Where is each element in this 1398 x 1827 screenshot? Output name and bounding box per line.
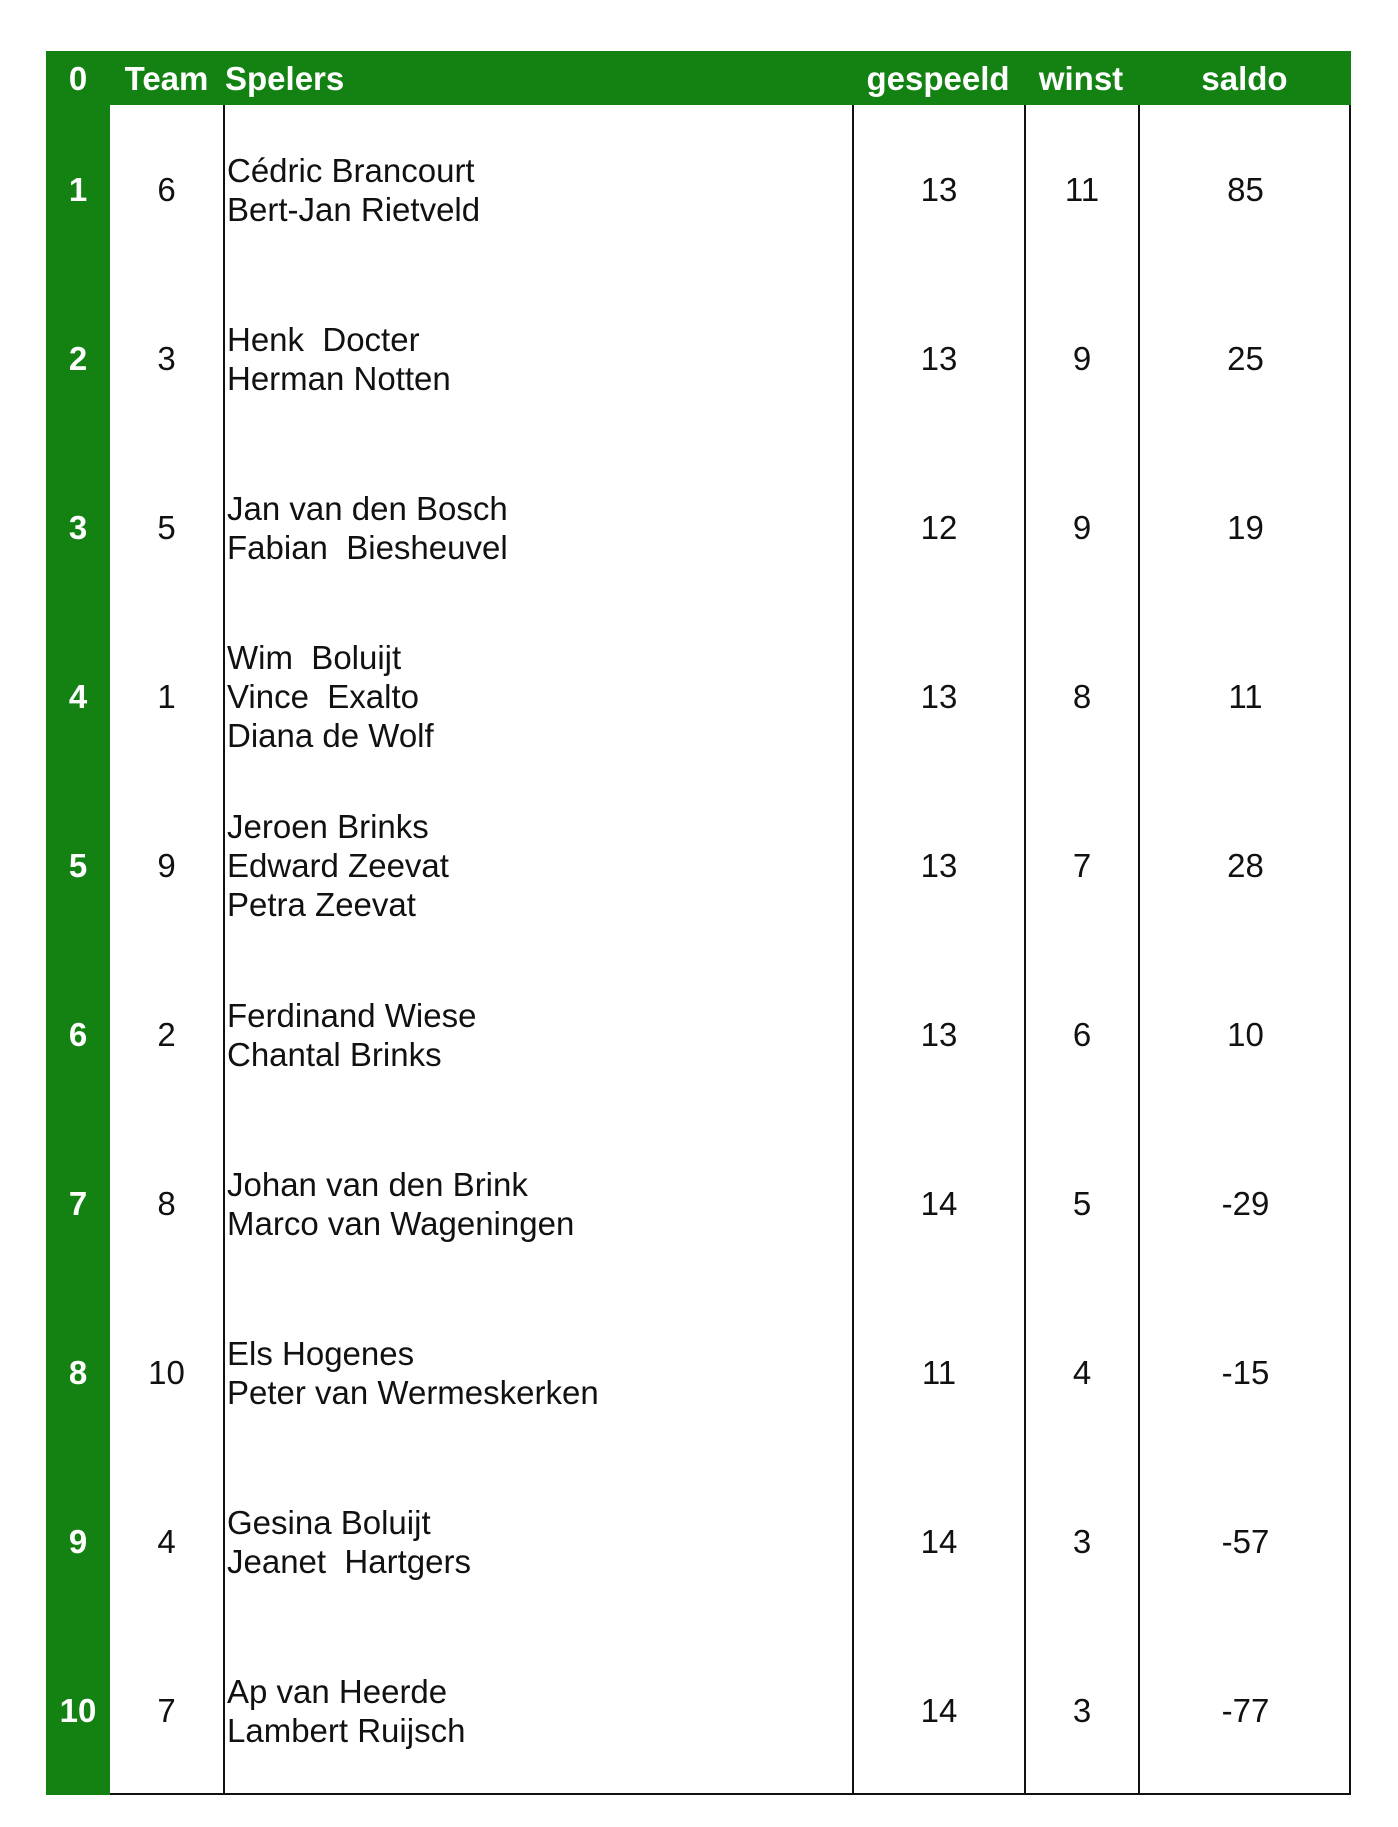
balance-cell: -77 (1138, 1626, 1351, 1795)
player-name: Wim Boluijt (227, 639, 402, 676)
team-cell: 4 (157, 1523, 176, 1560)
rank-cell: 3 (46, 443, 110, 612)
wins-cell: 7 (1024, 781, 1138, 950)
header-balance: saldo (1138, 51, 1351, 105)
player-name: Marco van Wageningen (227, 1204, 575, 1242)
wins-cell: 3 (1024, 1626, 1138, 1795)
wins-cell: 6 (1024, 950, 1138, 1119)
balance-cell: 11 (1138, 612, 1351, 781)
balance-cell: -29 (1138, 1119, 1351, 1288)
played-cell: 11 (852, 1288, 1024, 1457)
wins-cell: 3 (1024, 1457, 1138, 1626)
rank-cell: 9 (46, 1457, 110, 1626)
played-cell: 13 (852, 781, 1024, 950)
players-cell (223, 443, 852, 612)
player-name: Els Hogenes (227, 1334, 415, 1372)
player-name: Petra Zeevat (227, 886, 416, 923)
player-name: Lambert Ruijsch (227, 1711, 466, 1749)
player-name: Ferdinand Wiese (227, 996, 477, 1034)
player-name: Vince Exalto (227, 678, 420, 715)
played-cell: 13 (852, 612, 1024, 781)
team-cell: 7 (157, 1692, 176, 1729)
player-name: Diana de Wolf (227, 717, 434, 754)
header-team: Team (110, 51, 223, 105)
players-cell (223, 1626, 852, 1795)
player-name: Gesina Boluijt (227, 1503, 431, 1541)
played-cell: 13 (852, 274, 1024, 443)
balance-cell: -15 (1138, 1288, 1351, 1457)
rank-cell: 7 (46, 1119, 110, 1288)
wins-cell: 8 (1024, 612, 1138, 781)
team-cell: 1 (157, 678, 176, 715)
rank-cell: 2 (46, 274, 110, 443)
player-name: Fabian Biesheuvel (227, 528, 508, 566)
rank-cell: 10 (46, 1626, 110, 1795)
header-wins: winst (1024, 51, 1138, 105)
header-played: gespeeld (852, 51, 1024, 105)
played-cell: 14 (852, 1457, 1024, 1626)
player-name: Chantal Brinks (227, 1035, 442, 1073)
team-cell: 9 (157, 847, 176, 884)
team-cell: 6 (157, 171, 176, 208)
balance-cell: 85 (1138, 105, 1351, 274)
players-cell (223, 950, 852, 1119)
balance-cell: 28 (1138, 781, 1351, 950)
players-cell (223, 1119, 852, 1288)
players-cell (223, 781, 852, 950)
wins-cell: 9 (1024, 443, 1138, 612)
player-name: Herman Notten (227, 359, 451, 397)
rank-cell: 6 (46, 950, 110, 1119)
players-cell (223, 1288, 852, 1457)
wins-cell: 9 (1024, 274, 1138, 443)
player-name: Peter van Wermeskerken (227, 1373, 599, 1411)
player-name: Jeanet Hartgers (227, 1542, 471, 1580)
player-name: Jeroen Brinks (227, 808, 429, 845)
player-name: Johan van den Brink (227, 1165, 528, 1203)
wins-cell: 4 (1024, 1288, 1138, 1457)
players-cell (223, 1457, 852, 1626)
played-cell: 13 (852, 105, 1024, 274)
played-cell: 12 (852, 443, 1024, 612)
header-players: Spelers (223, 51, 852, 105)
rank-cell: 1 (46, 105, 110, 274)
team-cell: 3 (157, 340, 176, 377)
team-cell: 10 (148, 1354, 185, 1391)
players-cell (223, 612, 852, 781)
wins-cell: 5 (1024, 1119, 1138, 1288)
played-cell: 14 (852, 1119, 1024, 1288)
player-name: Henk Docter (227, 320, 420, 358)
players-cell (223, 105, 852, 274)
player-name: Cédric Brancourt (227, 151, 475, 189)
played-cell: 13 (852, 950, 1024, 1119)
rank-cell: 5 (46, 781, 110, 950)
rank-cell: 8 (46, 1288, 110, 1457)
rank-cell: 4 (46, 612, 110, 781)
balance-cell: 19 (1138, 443, 1351, 612)
player-name: Ap van Heerde (227, 1672, 448, 1710)
standings-table (46, 51, 1351, 1795)
wins-cell: 11 (1024, 105, 1138, 274)
player-name: Bert-Jan Rietveld (227, 190, 481, 228)
player-name: Jan van den Bosch (227, 489, 508, 527)
header-rank: 0 (46, 51, 110, 105)
played-cell: 14 (852, 1626, 1024, 1795)
player-name: Edward Zeevat (227, 847, 449, 884)
players-cell (223, 274, 852, 443)
balance-cell: -57 (1138, 1457, 1351, 1626)
team-cell: 8 (157, 1185, 176, 1222)
balance-cell: 10 (1138, 950, 1351, 1119)
team-cell: 5 (157, 509, 176, 546)
balance-cell: 25 (1138, 274, 1351, 443)
team-cell: 2 (157, 1016, 176, 1053)
